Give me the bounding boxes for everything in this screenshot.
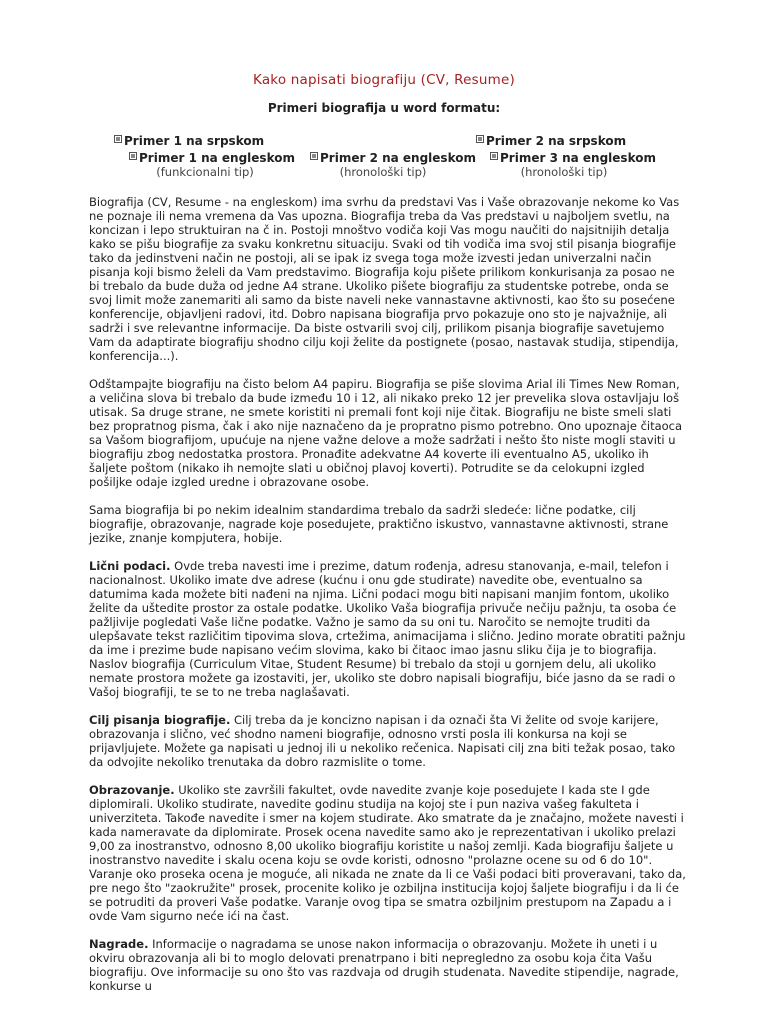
bullet-box-icon — [476, 135, 484, 143]
paragraph-personal-data — [89, 559, 687, 699]
cv-type-label: (hronološki tip) — [520, 165, 608, 179]
link-label: Primer 1 na srpskom — [124, 134, 265, 148]
article-body — [89, 195, 687, 1007]
page-title: Kako napisati biografiju (CV, Resume) — [253, 72, 515, 88]
paragraph-objective — [89, 713, 687, 769]
bullet-box-icon — [129, 152, 137, 160]
page-subtitle: Primeri biografija u word formatu: — [267, 101, 501, 115]
link-label: Primer 3 na engleskom — [500, 151, 656, 165]
bullet-box-icon — [490, 152, 498, 160]
paragraph-formatting — [89, 377, 687, 489]
link-primer-1-srpski[interactable] — [114, 134, 264, 148]
paragraph-contents — [89, 503, 687, 545]
link-label: Primer 1 na engleskom — [139, 151, 295, 165]
bullet-box-icon — [310, 152, 318, 160]
link-primer-1-engleski[interactable] — [129, 151, 295, 165]
cv-type-label: (hronološki tip) — [339, 165, 427, 179]
link-label: Primer 2 na engleskom — [320, 151, 476, 165]
link-primer-2-srpski[interactable] — [476, 134, 626, 148]
paragraph-text: Odštampajte biografiju na čisto belom A4 papiru. Biografija se piše slovima Arial ili Times New Roman, a veličina slova bi trebalo da bude između 10 i 12, ali nikako preko 12 jer prevelika slova ostavljaju loš utisak. Sa druge strane, ne smete koristiti ni premali font koji nije čitak. Biografiju ne biste smeli slati bez propratnog pisma, čak i ako nije naznačeno da je propratno pismo potrebno. Ono upoznaje čitaoca sa Vašom biografijom, upućuje na njene važne delove a može sadržati i nešto što niste mogli staviti u biografiju zbog nedostatka prostora. Pronađite adekvatne A4 koverte ili eventualno A5, ukoliko ih šaljete poštom (nikako ih nemojte slati u običnoj plavoj koverti). Potrudite se da celokupni izgled pošiljke odaje izgled uredne i obrazovane osobe. — [89, 377, 683, 489]
paragraph-text: Ukoliko ste završili fakultet, ovde navedite zvanje koje posedujete I kada ste I gde diplomirali. Ukoliko studirate, navedite godinu studija na kojoj ste i pun naziva vašeg fakulteta i univerziteta. Takođe navedite i smer na kojem studirate. Ako smatrate da je značajno, možete navesti i kada nameravate da diplomirate. Prosek ocena navedite samo ako je reprezentativan i ukoliko prelazi 9,00 za inostranstvo, odnosno 8,00 ukoliko biografiju koristite u našoj zemlji. Kada biografiju šaljete u inostranstvo navedite i skalu ocena koju se ovde koristi, odnosno "prolazne ocene su od 6 do 10". Varanje oko proseka ocena je moguće, ali nikada ne znate da li ce Vaši podaci biti proveravani, tako da, pre nego što "zaokružite" prosek, procenite koliko je ozbiljna institucija kojoj šaljete biografiju i da li će se potruditi da proveri Vaše podatke. Varanje ovog tipa se smatra ozbiljnim prestupom na Zapadu a i ovde Vam sigurno neće ići na čast. — [89, 783, 686, 923]
paragraph-lead: Lični podaci. — [89, 559, 171, 573]
paragraph-text: Ovde treba navesti ime i prezime, datum rođenja, adresu stanovanja, e-mail, telefon i nacionalnost. Ukoliko imate dve adrese (kućnu i onu gde studirate) navedite obe, eventualno sa datumima kada možete biti nađeni na njima. Lični podaci mogu biti napisani manjim fontom, ukoliko želite da uštedite prostor za ostale podatke. Ukoliko Vaša biografija privuče nečiju pažnju, ta osoba će pažljivije pogledati Vaše lične podatke. Važno je samo da su oni tu. Naročito se nemojte truditi da ulepšavate tekst različitim tipovima slova, crtežima, animacijama i slično. Jedino morate obratiti pažnju da ime i prezime bude napisano većim slovima, kako bi čitaoc imao jasnu sliku čija je to biografija. Naslov biografija (Curriculum Vitae, Student Resume) bi trebalo da stoji u gornjem delu, ali ukoliko nemate prostora možete ga izostaviti, jer, ukoliko ste dobro napisali biografiju, biće jasno da se radi o Vašoj biografiji, te se to ne treba naglašavati. — [89, 559, 686, 699]
paragraph-text: Cilj treba da je koncizno napisan i da označi šta Vi želite od svoje karijere, obrazovanja i slično, već shodno nameni biografije, odnosno vrsti posla ili konkursa na koji se prijavljujete. Možete ga napisati u jednoj ili u nekoliko rečenica. Napisati cilj zna biti težak posao, tako da odvojite nekoliko trenutaka da dobro razmislite o tome. — [89, 713, 676, 769]
paragraph-intro — [89, 195, 687, 363]
paragraph-text: Informacije o nagradama se unose nakon informacija o obrazovanju. Možete ih uneti i u okviru obrazovanja ali bi to moglo delovati prenatrpano i biti nepregledno za osobu koja čita Vašu biografiju. Ove informacije su ono što vas razdvaja od drugih studenata. Navedite stipendije, nagrade, konkurse u — [89, 937, 679, 993]
paragraph-text: Sama biografija bi po nekim idealnim standardima trebalo da sadrži sledeće: lične podatke, cilj biografije, obrazovanje, nagrade koje posedujete, praktično iskustvo, vannastavne aktivnosti, strane jezike, znanje kompjutera, hobije. — [89, 503, 669, 545]
cv-type-label: (funkcionalni tip) — [156, 165, 254, 179]
paragraph-lead: Cilj pisanja biografije. — [89, 713, 231, 727]
link-primer-2-engleski[interactable] — [310, 151, 476, 165]
link-label: Primer 2 na srpskom — [486, 134, 627, 148]
paragraph-education — [89, 783, 687, 923]
paragraph-lead: Obrazovanje. — [89, 783, 175, 797]
bullet-box-icon — [114, 135, 122, 143]
link-primer-3-engleski[interactable] — [490, 151, 656, 165]
paragraph-text: Biografija (CV, Resume - na engleskom) ima svrhu da predstavi Vas i Vaše obrazovanje nekome ko Vas ne poznaje ili nema vremena da Vas upozna. Biografija treba da Vas predstavi u najboljem svetlu, na koncizan i lepo struktuiran na č in. Postoji mnoštvo vodiča koji Vas mogu naučiti do najsitnijih detalja kako se pišu biografije za svaku konkretnu situaciju. Svaki od tih vodiča ima svoj stil pisanja biografije tako da jedinstveni način ne postoji, ali se ipak iz svega toga može izvesti jedan univerzalni način pisanja koji bismo želeli da Vam predstavimo. Biografija koju pišete prilikom konkurisanja za posao ne bi trebalo da bude duža od jedne A4 strane. Ukoliko pišete biografiju za studentske potrebe, onda se svoj limit može zanemariti ali samo da biste naveli neke vannastavne aktivnosti, kao što su posećene konferencije, objavljeni radovi, itd. Dobro napisana biografija prvo pokazuje ono sto je najvažnije, ali sadrži i sve relevantne informacije. Da biste ostvarili svoj cilj, prilikom pisanja biografije savetujemo Vam da adaptirate biografiju shodno cilju koji želite da postignete (posao, nastavak studija, stipendija, konferencija...). — [89, 195, 680, 363]
paragraph-awards — [89, 937, 687, 993]
paragraph-lead: Nagrade. — [89, 937, 149, 951]
